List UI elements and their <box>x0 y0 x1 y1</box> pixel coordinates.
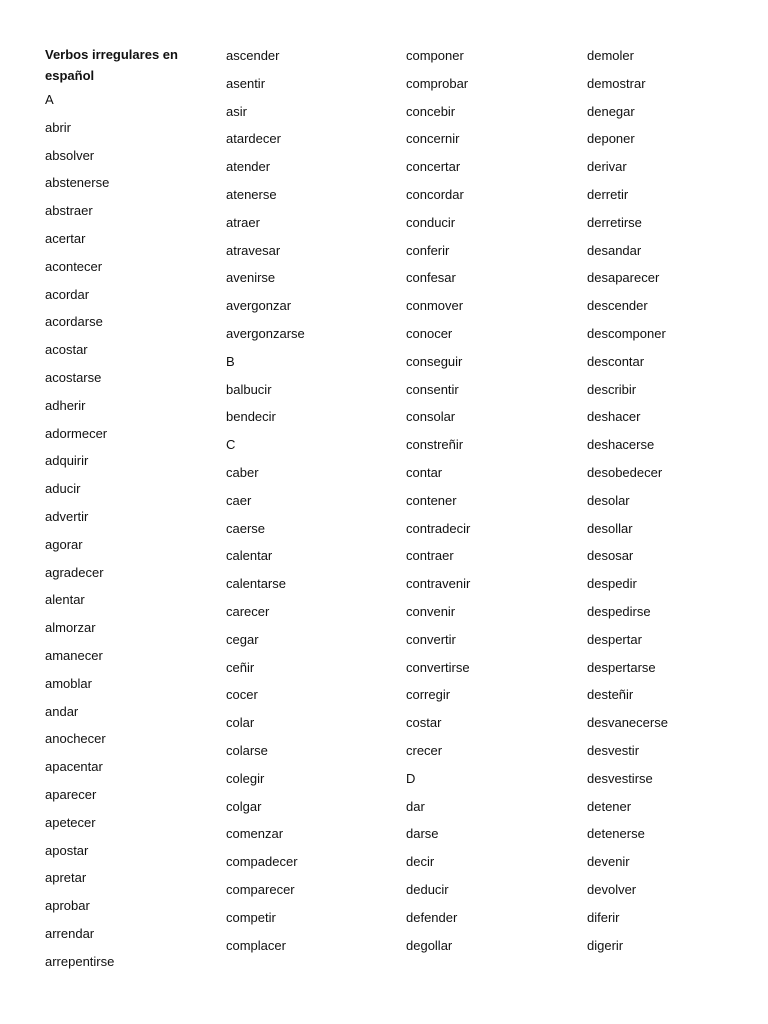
verb-item: cocer <box>226 687 258 703</box>
verb-item: avergonzarse <box>226 325 305 341</box>
verb-item: crecer <box>406 742 443 758</box>
verb-item: colgar <box>226 798 262 814</box>
verb-item: consentir <box>406 381 459 397</box>
verb-item: avenirse <box>226 270 276 286</box>
verb-item: concordar <box>406 186 464 202</box>
verb-column-2 <box>226 44 401 959</box>
verb-item: balbucir <box>226 381 272 397</box>
verb-item: contradecir <box>406 520 471 536</box>
verb-item: competir <box>226 909 276 925</box>
verb-item: andar <box>45 703 79 719</box>
verb-item: absolver <box>45 147 95 163</box>
verb-item: concernir <box>406 131 460 147</box>
verb-item: contravenir <box>406 576 471 592</box>
verb-item: amanecer <box>45 647 103 663</box>
verb-item: contener <box>406 492 457 508</box>
verb-item: conocer <box>406 325 453 341</box>
verb-item: acertar <box>45 230 86 246</box>
verb-item: atardecer <box>226 131 281 147</box>
verb-item: descender <box>587 298 648 314</box>
verb-item: abstenerse <box>45 175 110 191</box>
verb-item: colegir <box>226 770 265 786</box>
verb-item: colar <box>226 715 255 731</box>
verb-item: aducir <box>45 481 81 497</box>
verb-item: agradecer <box>45 564 104 580</box>
verb-item: degollar <box>406 937 453 953</box>
verb-item: denegar <box>587 103 635 119</box>
verb-item: defender <box>406 909 458 925</box>
verb-item: anochecer <box>45 731 106 747</box>
verb-item: acostarse <box>45 369 102 385</box>
verb-item: desvestirse <box>587 770 653 786</box>
verb-item: advertir <box>45 508 89 524</box>
verb-item: arrendar <box>45 925 95 941</box>
verb-item: deducir <box>406 881 449 897</box>
verb-item: corregir <box>406 687 451 703</box>
verb-item: descontar <box>587 353 645 369</box>
verb-item: desolar <box>587 492 630 508</box>
verb-item: acordarse <box>45 314 103 330</box>
verb-item: concebir <box>406 103 456 119</box>
verb-item: complacer <box>226 937 286 953</box>
verb-item: asentir <box>226 75 266 91</box>
verb-item: agorar <box>45 536 83 552</box>
verb-item: desandar <box>587 242 642 258</box>
verb-item: conmover <box>406 298 464 314</box>
verb-item: comparecer <box>226 881 295 897</box>
verb-item: arrepentirse <box>45 953 115 969</box>
verb-item: convenir <box>406 603 456 619</box>
letter-heading: B <box>226 353 235 369</box>
verb-item: desvanecerse <box>587 715 668 731</box>
verb-item: calentar <box>226 548 273 564</box>
verb-list-1 <box>45 86 220 976</box>
verb-item: carecer <box>226 603 270 619</box>
verb-item: conferir <box>406 242 450 258</box>
verb-item: caber <box>226 464 259 480</box>
verb-item: amoblar <box>45 675 92 691</box>
verb-item: confesar <box>406 270 456 286</box>
verb-item: apetecer <box>45 814 96 830</box>
verb-item: convertir <box>406 631 456 647</box>
verb-item: colarse <box>226 742 268 758</box>
verb-item: comenzar <box>226 826 284 842</box>
verb-item: ascender <box>226 48 280 63</box>
verb-item: atravesar <box>226 242 281 258</box>
verb-item: desaparecer <box>587 270 660 286</box>
verb-item: constreñir <box>406 437 464 453</box>
verb-column-1 <box>45 44 220 976</box>
verb-item: desollar <box>587 520 633 536</box>
verb-item: desobedecer <box>587 464 663 480</box>
verb-item: atraer <box>226 214 260 230</box>
verb-item: digerir <box>587 937 624 953</box>
verb-item: desteñir <box>587 687 634 703</box>
verb-item: abstraer <box>45 203 93 219</box>
verb-item: darse <box>406 826 439 842</box>
verb-item: despedir <box>587 576 637 592</box>
verb-item: deshacerse <box>587 437 655 453</box>
verb-column-4 <box>587 44 762 959</box>
verb-item: comprobar <box>406 75 469 91</box>
verb-item: deponer <box>587 131 635 147</box>
verb-item: consolar <box>406 409 456 425</box>
verb-item: describir <box>587 381 637 397</box>
verb-item: bendecir <box>226 409 276 425</box>
verb-item: caerse <box>226 520 266 536</box>
verb-item: ceñir <box>226 659 255 675</box>
verb-list-2 <box>226 42 401 959</box>
letter-heading: D <box>406 770 416 786</box>
verb-item: componer <box>406 48 464 63</box>
verb-item: contraer <box>406 548 454 564</box>
verb-item: demoler <box>587 48 634 63</box>
letter-heading: C <box>226 437 236 453</box>
verb-item: adherir <box>45 397 86 413</box>
verb-item: atenerse <box>226 186 277 202</box>
verb-item: acostar <box>45 342 88 358</box>
letter-heading: A <box>45 92 54 107</box>
verb-item: apacentar <box>45 759 103 775</box>
verb-item: conducir <box>406 214 456 230</box>
document-title: Verbos irregulares en español <box>45 47 178 83</box>
verb-item: concertar <box>406 159 461 175</box>
verb-item: descomponer <box>587 325 666 341</box>
verb-item: contar <box>406 464 443 480</box>
verb-item: asir <box>226 103 247 119</box>
verb-item: aparecer <box>45 786 97 802</box>
verb-item: deshacer <box>587 409 641 425</box>
verb-item: apretar <box>45 870 87 886</box>
verb-list-3 <box>406 42 581 959</box>
verb-item: detenerse <box>587 826 645 842</box>
verb-item: detener <box>587 798 632 814</box>
verb-item: derretirse <box>587 214 642 230</box>
verb-item: dar <box>406 798 425 814</box>
verb-item: decir <box>406 854 435 870</box>
verb-item: convertirse <box>406 659 470 675</box>
verb-column-3 <box>406 44 581 959</box>
verb-item: devenir <box>587 854 630 870</box>
verb-item: avergonzar <box>226 298 292 314</box>
verb-item: acordar <box>45 286 90 302</box>
verb-item: apostar <box>45 842 89 858</box>
verb-item: devolver <box>587 881 637 897</box>
verb-item: adquirir <box>45 453 89 469</box>
verb-item: cegar <box>226 631 259 647</box>
verb-item: diferir <box>587 909 620 925</box>
verb-item: despedirse <box>587 603 651 619</box>
verb-item: abrir <box>45 119 72 135</box>
verb-item: adormecer <box>45 425 108 441</box>
verb-item: derretir <box>587 186 629 202</box>
verb-item: despertarse <box>587 659 656 675</box>
verb-item: desosar <box>587 548 634 564</box>
verb-item: despertar <box>587 631 642 647</box>
verb-item: calentarse <box>226 576 286 592</box>
verb-item: almorzar <box>45 620 96 636</box>
verb-item: derivar <box>587 159 627 175</box>
verb-item: caer <box>226 492 252 508</box>
verb-item: atender <box>226 159 271 175</box>
verb-item: aprobar <box>45 898 90 914</box>
verb-item: demostrar <box>587 75 646 91</box>
verb-item: costar <box>406 715 442 731</box>
verb-item: desvestir <box>587 742 640 758</box>
verb-item: alentar <box>45 592 85 608</box>
verb-item: compadecer <box>226 854 298 870</box>
verb-item: conseguir <box>406 353 463 369</box>
verb-item: acontecer <box>45 258 103 274</box>
verb-list-4 <box>587 42 762 959</box>
